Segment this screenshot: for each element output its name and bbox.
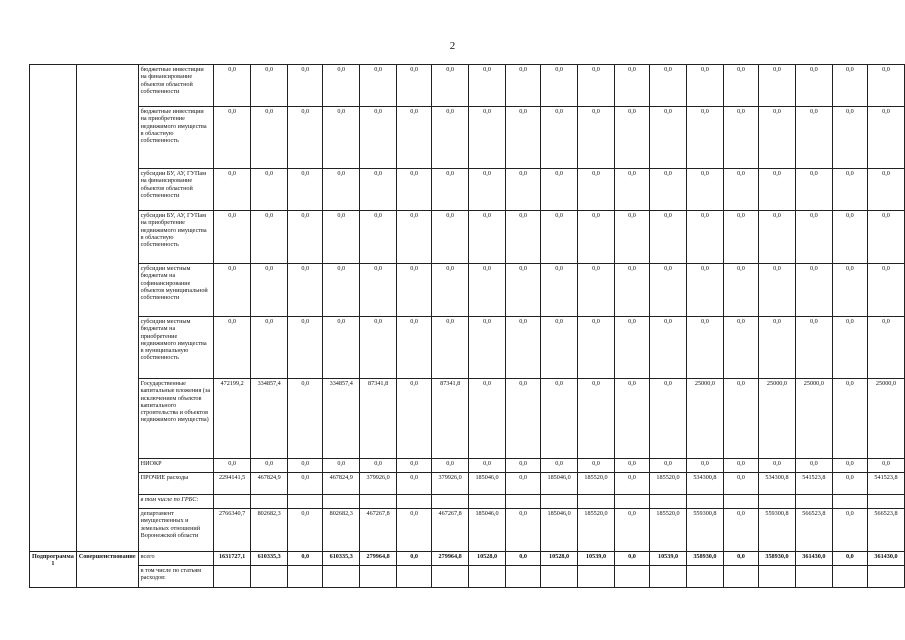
value-cell: 0,0 — [614, 169, 649, 211]
row-label: субсидии БУ, АУ, ГУПам на финансирование объектов областной собственности — [138, 169, 213, 211]
value-cell: 0,0 — [213, 264, 250, 317]
value-cell: 541523,8 — [795, 473, 832, 495]
value-cell: 185046,0 — [541, 473, 578, 495]
value-cell — [867, 495, 904, 509]
total-label: всего — [138, 552, 213, 566]
value-cell: 185520,0 — [578, 473, 615, 495]
value-cell: 25000,0 — [795, 379, 832, 459]
value-cell: 0,0 — [288, 169, 323, 211]
value-cell: 0,0 — [578, 169, 615, 211]
value-cell: 0,0 — [832, 264, 867, 317]
value-cell: 534300,8 — [759, 473, 796, 495]
value-cell: 0,0 — [397, 317, 432, 379]
value-cell: 0,0 — [505, 509, 540, 552]
value-cell: 802682,3 — [323, 509, 360, 552]
value-cell: 0,0 — [505, 107, 540, 169]
subprogram-detail-row — [30, 566, 905, 588]
value-cell: 541523,8 — [867, 473, 904, 495]
table-row — [30, 495, 905, 509]
value-cell: 0,0 — [323, 107, 360, 169]
page-number: 2 — [449, 40, 456, 52]
value-cell: 0,0 — [723, 379, 758, 459]
value-cell: 0,0 — [397, 473, 432, 495]
value-cell — [288, 566, 323, 588]
value-cell — [397, 566, 432, 588]
value-cell: 25000,0 — [759, 379, 796, 459]
value-cell — [469, 495, 506, 509]
value-cell: 0,0 — [650, 65, 687, 107]
value-cell: 0,0 — [614, 264, 649, 317]
table-row — [30, 473, 905, 495]
row-label: бюджетные инвестиции на приобретение недвижимого имущества в областную собственность — [138, 107, 213, 169]
value-cell: 0,0 — [832, 459, 867, 473]
value-cell: 0,0 — [251, 317, 288, 379]
value-cell: 0,0 — [288, 509, 323, 552]
value-cell — [614, 495, 649, 509]
value-cell: 0,0 — [505, 379, 540, 459]
value-cell: 0,0 — [360, 264, 397, 317]
value-cell: 467824,9 — [251, 473, 288, 495]
value-cell: 467267,8 — [360, 509, 397, 552]
value-cell: 0,0 — [614, 473, 649, 495]
value-cell: 0,0 — [759, 264, 796, 317]
value-cell: 0,0 — [686, 211, 723, 264]
value-cell: 0,0 — [650, 169, 687, 211]
row-label: субсидии местным бюджетам на приобретение недвижимого имущества в муниципальную собственность — [138, 317, 213, 379]
value-cell: 0,0 — [723, 264, 758, 317]
value-cell: 0,0 — [578, 211, 615, 264]
total-value-cell: 279964,8 — [360, 552, 397, 566]
value-cell — [397, 495, 432, 509]
value-cell: 0,0 — [323, 264, 360, 317]
value-cell: 185520,0 — [650, 473, 687, 495]
value-cell: 0,0 — [469, 379, 506, 459]
value-cell: 0,0 — [759, 169, 796, 211]
value-cell: 0,0 — [323, 211, 360, 264]
value-cell: 0,0 — [288, 473, 323, 495]
budget-table — [29, 64, 905, 588]
value-cell — [469, 566, 506, 588]
value-cell: 0,0 — [432, 264, 469, 317]
row-label: ПРОЧИЕ расходы — [138, 473, 213, 495]
value-cell: 0,0 — [832, 169, 867, 211]
total-value-cell: 0,0 — [397, 552, 432, 566]
value-cell: 0,0 — [541, 169, 578, 211]
value-cell — [832, 495, 867, 509]
value-cell: 0,0 — [360, 169, 397, 211]
value-cell — [213, 495, 250, 509]
value-cell: 566523,8 — [867, 509, 904, 552]
table-row — [30, 65, 905, 107]
value-cell: 0,0 — [723, 107, 758, 169]
value-cell: 0,0 — [541, 107, 578, 169]
total-value-cell: 279964,8 — [432, 552, 469, 566]
table-row — [30, 211, 905, 264]
value-cell: 0,0 — [541, 459, 578, 473]
value-cell: 0,0 — [867, 459, 904, 473]
value-cell: 0,0 — [578, 379, 615, 459]
value-cell — [213, 566, 250, 588]
row-label: в том числе по ГРБС: — [138, 495, 213, 509]
value-cell: 0,0 — [578, 317, 615, 379]
value-cell — [541, 566, 578, 588]
value-cell: 0,0 — [832, 317, 867, 379]
total-value-cell: 358930,0 — [686, 552, 723, 566]
row-label: НИОКР — [138, 459, 213, 473]
value-cell: 0,0 — [795, 169, 832, 211]
value-cell: 0,0 — [723, 317, 758, 379]
value-cell: 0,0 — [867, 65, 904, 107]
value-cell — [759, 495, 796, 509]
value-cell: 802682,3 — [251, 509, 288, 552]
value-cell: 0,0 — [795, 107, 832, 169]
value-cell: 0,0 — [360, 107, 397, 169]
value-cell: 566523,8 — [795, 509, 832, 552]
value-cell — [288, 495, 323, 509]
value-cell: 0,0 — [723, 211, 758, 264]
value-cell: 0,0 — [397, 379, 432, 459]
value-cell: 0,0 — [650, 317, 687, 379]
value-cell: 0,0 — [867, 107, 904, 169]
value-cell: 0,0 — [360, 65, 397, 107]
total-value-cell: 10539,0 — [650, 552, 687, 566]
detail-label: в том числе по статьям расходов: — [138, 566, 213, 588]
value-cell — [541, 495, 578, 509]
value-cell: 0,0 — [578, 65, 615, 107]
value-cell: 0,0 — [469, 211, 506, 264]
value-cell: 0,0 — [723, 473, 758, 495]
value-cell — [795, 566, 832, 588]
value-cell: 0,0 — [686, 65, 723, 107]
value-cell: 0,0 — [505, 169, 540, 211]
value-cell: 0,0 — [469, 107, 506, 169]
value-cell: 2294141,5 — [213, 473, 250, 495]
value-cell: 0,0 — [795, 459, 832, 473]
value-cell: 0,0 — [614, 459, 649, 473]
value-cell: 25000,0 — [686, 379, 723, 459]
value-cell: 0,0 — [360, 211, 397, 264]
total-value-cell: 0,0 — [723, 552, 758, 566]
value-cell: 534300,8 — [686, 473, 723, 495]
total-value-cell: 0,0 — [288, 552, 323, 566]
value-cell: 185046,0 — [469, 473, 506, 495]
value-cell: 0,0 — [505, 264, 540, 317]
value-cell: 0,0 — [723, 509, 758, 552]
value-cell: 0,0 — [759, 459, 796, 473]
table-row — [30, 509, 905, 552]
total-value-cell: 0,0 — [505, 552, 540, 566]
value-cell: 0,0 — [650, 211, 687, 264]
subprogram-label: Подпрограмма 1 — [30, 552, 77, 588]
value-cell: 472199,2 — [213, 379, 250, 459]
value-cell — [505, 566, 540, 588]
value-cell: 0,0 — [288, 317, 323, 379]
value-cell: 185520,0 — [650, 509, 687, 552]
row-label: бюджетные инвестиции на финансирование объектов областной собственности — [138, 65, 213, 107]
value-cell: 0,0 — [251, 107, 288, 169]
value-cell: 0,0 — [213, 65, 250, 107]
value-cell — [251, 566, 288, 588]
value-cell — [723, 566, 758, 588]
value-cell: 0,0 — [614, 379, 649, 459]
value-cell — [759, 566, 796, 588]
value-cell: 0,0 — [432, 169, 469, 211]
value-cell: 379926,0 — [360, 473, 397, 495]
value-cell: 185520,0 — [578, 509, 615, 552]
total-value-cell: 0,0 — [614, 552, 649, 566]
value-cell: 0,0 — [397, 211, 432, 264]
value-cell: 0,0 — [867, 169, 904, 211]
value-cell: 0,0 — [759, 317, 796, 379]
value-cell: 0,0 — [469, 459, 506, 473]
value-cell: 0,0 — [288, 65, 323, 107]
value-cell: 0,0 — [795, 211, 832, 264]
value-cell: 0,0 — [251, 169, 288, 211]
value-cell: 0,0 — [251, 459, 288, 473]
value-cell: 0,0 — [723, 65, 758, 107]
value-cell: 0,0 — [469, 169, 506, 211]
value-cell: 87341,8 — [360, 379, 397, 459]
value-cell: 0,0 — [614, 317, 649, 379]
value-cell: 0,0 — [650, 379, 687, 459]
value-cell: 0,0 — [397, 264, 432, 317]
value-cell: 0,0 — [832, 211, 867, 264]
row-label: субсидии местным бюджетам на софинансирование объектов муниципальной собственности — [138, 264, 213, 317]
value-cell: 0,0 — [867, 211, 904, 264]
total-value-cell: 610335,3 — [323, 552, 360, 566]
row-label: субсидии БУ, АУ, ГУПам на приобретение недвижимого имущества в областную собственность — [138, 211, 213, 264]
value-cell: 0,0 — [323, 65, 360, 107]
total-value-cell: 610335,3 — [251, 552, 288, 566]
value-cell — [360, 495, 397, 509]
value-cell: 0,0 — [541, 317, 578, 379]
value-cell: 0,0 — [832, 379, 867, 459]
value-cell: 0,0 — [832, 107, 867, 169]
total-value-cell: 10528,0 — [541, 552, 578, 566]
row-label: Государственные капитальные вложения (за исключением объектов капитального строительства и объектов недвижимого имущества) — [138, 379, 213, 459]
value-cell: 0,0 — [323, 169, 360, 211]
value-cell: 0,0 — [614, 65, 649, 107]
value-cell: 0,0 — [759, 65, 796, 107]
table-row — [30, 169, 905, 211]
left-blank-cell — [30, 65, 77, 552]
value-cell: 0,0 — [397, 65, 432, 107]
total-value-cell: 361430,0 — [795, 552, 832, 566]
value-cell — [614, 566, 649, 588]
value-cell: 0,0 — [759, 211, 796, 264]
value-cell: 185046,0 — [541, 509, 578, 552]
value-cell: 0,0 — [323, 317, 360, 379]
value-cell: 0,0 — [469, 317, 506, 379]
value-cell: 0,0 — [505, 65, 540, 107]
value-cell: 87341,8 — [432, 379, 469, 459]
value-cell: 0,0 — [288, 379, 323, 459]
value-cell: 0,0 — [288, 107, 323, 169]
value-cell — [867, 566, 904, 588]
value-cell: 0,0 — [614, 509, 649, 552]
value-cell: 334857,4 — [323, 379, 360, 459]
value-cell: 0,0 — [867, 264, 904, 317]
value-cell: 185046,0 — [469, 509, 506, 552]
left-blank-cell — [76, 65, 138, 552]
value-cell: 334857,4 — [251, 379, 288, 459]
value-cell: 0,0 — [251, 211, 288, 264]
value-cell: 0,0 — [686, 317, 723, 379]
table-row — [30, 317, 905, 379]
value-cell: 0,0 — [288, 264, 323, 317]
value-cell: 0,0 — [578, 459, 615, 473]
value-cell: 0,0 — [759, 107, 796, 169]
value-cell: 0,0 — [686, 459, 723, 473]
value-cell: 0,0 — [505, 317, 540, 379]
value-cell: 0,0 — [723, 459, 758, 473]
value-cell: 0,0 — [432, 211, 469, 264]
value-cell: 0,0 — [650, 107, 687, 169]
value-cell: 467267,8 — [432, 509, 469, 552]
value-cell: 0,0 — [432, 459, 469, 473]
value-cell: 0,0 — [397, 459, 432, 473]
value-cell: 0,0 — [432, 107, 469, 169]
value-cell: 0,0 — [686, 107, 723, 169]
value-cell: 0,0 — [432, 65, 469, 107]
value-cell — [686, 566, 723, 588]
value-cell: 0,0 — [541, 65, 578, 107]
value-cell: 0,0 — [614, 211, 649, 264]
value-cell: 25000,0 — [867, 379, 904, 459]
value-cell: 0,0 — [213, 317, 250, 379]
value-cell: 0,0 — [614, 107, 649, 169]
value-cell: 0,0 — [650, 264, 687, 317]
value-cell: 0,0 — [213, 107, 250, 169]
value-cell — [650, 495, 687, 509]
total-value-cell: 361430,0 — [867, 552, 904, 566]
value-cell: 379926,0 — [432, 473, 469, 495]
row-label: департамент имущественных и земельных отношений Воронежской области — [138, 509, 213, 552]
value-cell — [578, 566, 615, 588]
table-row — [30, 107, 905, 169]
value-cell: 0,0 — [288, 459, 323, 473]
value-cell: 0,0 — [650, 459, 687, 473]
value-cell — [505, 495, 540, 509]
value-cell: 0,0 — [397, 169, 432, 211]
value-cell — [360, 566, 397, 588]
value-cell — [578, 495, 615, 509]
value-cell — [251, 495, 288, 509]
table-row — [30, 264, 905, 317]
value-cell: 0,0 — [469, 264, 506, 317]
value-cell — [723, 495, 758, 509]
table-row — [30, 459, 905, 473]
value-cell: 0,0 — [397, 509, 432, 552]
value-cell — [650, 566, 687, 588]
value-cell: 0,0 — [360, 459, 397, 473]
value-cell: 0,0 — [397, 107, 432, 169]
value-cell: 0,0 — [578, 264, 615, 317]
value-cell: 0,0 — [795, 264, 832, 317]
value-cell: 0,0 — [867, 317, 904, 379]
value-cell: 0,0 — [541, 379, 578, 459]
subprogram-title: Совершенствование — [76, 552, 138, 588]
value-cell: 0,0 — [795, 317, 832, 379]
value-cell: 0,0 — [832, 473, 867, 495]
value-cell: 0,0 — [723, 169, 758, 211]
value-cell: 0,0 — [541, 264, 578, 317]
value-cell: 0,0 — [832, 509, 867, 552]
value-cell: 0,0 — [505, 473, 540, 495]
value-cell: 0,0 — [505, 459, 540, 473]
total-value-cell: 0,0 — [832, 552, 867, 566]
value-cell: 0,0 — [578, 107, 615, 169]
value-cell: 0,0 — [832, 65, 867, 107]
total-value-cell: 10528,0 — [469, 552, 506, 566]
value-cell: 0,0 — [505, 211, 540, 264]
value-cell — [432, 566, 469, 588]
value-cell: 0,0 — [686, 264, 723, 317]
value-cell: 467824,9 — [323, 473, 360, 495]
value-cell: 0,0 — [469, 65, 506, 107]
value-cell: 0,0 — [360, 317, 397, 379]
value-cell: 0,0 — [251, 65, 288, 107]
value-cell: 0,0 — [541, 211, 578, 264]
value-cell — [686, 495, 723, 509]
total-value-cell: 10539,0 — [578, 552, 615, 566]
value-cell — [323, 566, 360, 588]
total-value-cell: 358930,0 — [759, 552, 796, 566]
value-cell — [432, 495, 469, 509]
value-cell: 0,0 — [213, 459, 250, 473]
value-cell: 2766340,7 — [213, 509, 250, 552]
subprogram-total-row — [30, 552, 905, 566]
table-row — [30, 379, 905, 459]
value-cell: 0,0 — [432, 317, 469, 379]
value-cell: 559300,8 — [686, 509, 723, 552]
value-cell — [323, 495, 360, 509]
value-cell: 0,0 — [213, 211, 250, 264]
total-value-cell: 1631727,1 — [213, 552, 250, 566]
value-cell — [795, 495, 832, 509]
value-cell: 0,0 — [323, 459, 360, 473]
value-cell: 0,0 — [686, 169, 723, 211]
value-cell: 0,0 — [795, 65, 832, 107]
value-cell: 559300,8 — [759, 509, 796, 552]
value-cell: 0,0 — [251, 264, 288, 317]
value-cell: 0,0 — [213, 169, 250, 211]
value-cell: 0,0 — [288, 211, 323, 264]
value-cell — [832, 566, 867, 588]
